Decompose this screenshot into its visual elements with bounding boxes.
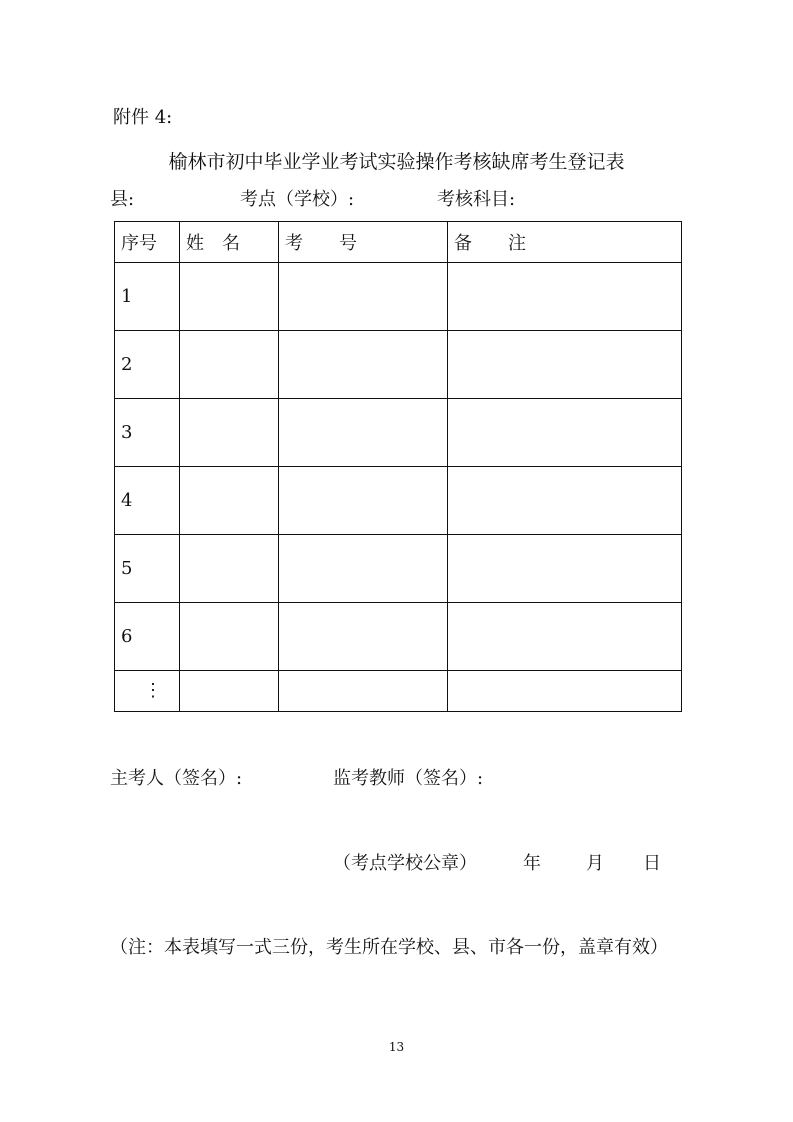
row-serial: 2 (115, 331, 180, 399)
exam-number-cell[interactable] (279, 671, 448, 712)
table-row (115, 331, 682, 399)
exam-number-cell[interactable] (279, 331, 448, 399)
remarks-cell[interactable] (448, 535, 682, 603)
exam-number-cell[interactable] (279, 535, 448, 603)
remarks-cell[interactable] (448, 399, 682, 467)
chief-examiner-signature-label: 主考人（签名）: (110, 768, 243, 789)
school-seal-label: （考点学校公章） (333, 853, 477, 874)
name-cell[interactable] (180, 399, 279, 467)
subject-field-label: 考核科目: (437, 189, 516, 210)
name-cell[interactable] (180, 603, 279, 671)
county-field-label: 县: (110, 189, 135, 210)
name-cell[interactable] (180, 331, 279, 399)
row-serial: 1 (115, 263, 180, 331)
exam-number-cell[interactable] (279, 467, 448, 535)
remarks-cell[interactable] (448, 603, 682, 671)
name-cell[interactable] (180, 263, 279, 331)
form-title: 榆林市初中毕业学业考试实验操作考核缺席考生登记表 (168, 151, 625, 173)
footnote: （注：本表填写一式三份，考生所在学校、县、市各一份，盖章有效） (110, 937, 668, 958)
month-label: 月 (586, 853, 604, 874)
exam-number-cell[interactable] (279, 603, 448, 671)
exam-site-field-label: 考点（学校）: (240, 189, 355, 210)
name-cell[interactable] (180, 671, 279, 712)
column-header-name: 姓 名 (180, 222, 279, 263)
column-header-exam-number: 考 号 (279, 222, 448, 263)
remarks-cell[interactable] (448, 467, 682, 535)
row-serial: 4 (115, 467, 180, 535)
row-serial: 6 (115, 603, 180, 671)
day-label: 日 (643, 853, 661, 874)
exam-number-cell[interactable] (279, 263, 448, 331)
table-row (115, 263, 682, 331)
attachment-label: 附件 4: (113, 107, 173, 128)
name-cell[interactable] (180, 467, 279, 535)
column-header-serial: 序号 (115, 222, 180, 263)
remarks-cell[interactable] (448, 331, 682, 399)
absent-registration-table (114, 221, 682, 712)
remarks-cell[interactable] (448, 671, 682, 712)
exam-number-cell[interactable] (279, 399, 448, 467)
table-row (115, 535, 682, 603)
continuation-dots: ⋮ (115, 671, 180, 712)
table-row (115, 603, 682, 671)
table-row-continuation (115, 671, 682, 712)
row-serial: 3 (115, 399, 180, 467)
table-header-row (115, 222, 682, 263)
invigilator-signature-label: 监考教师（签名）: (333, 768, 484, 789)
page-number: 13 (388, 1040, 405, 1054)
column-header-remarks: 备 注 (448, 222, 682, 263)
name-cell[interactable] (180, 535, 279, 603)
year-label: 年 (523, 853, 541, 874)
table-row (115, 467, 682, 535)
remarks-cell[interactable] (448, 263, 682, 331)
row-serial: 5 (115, 535, 180, 603)
table-row (115, 399, 682, 467)
